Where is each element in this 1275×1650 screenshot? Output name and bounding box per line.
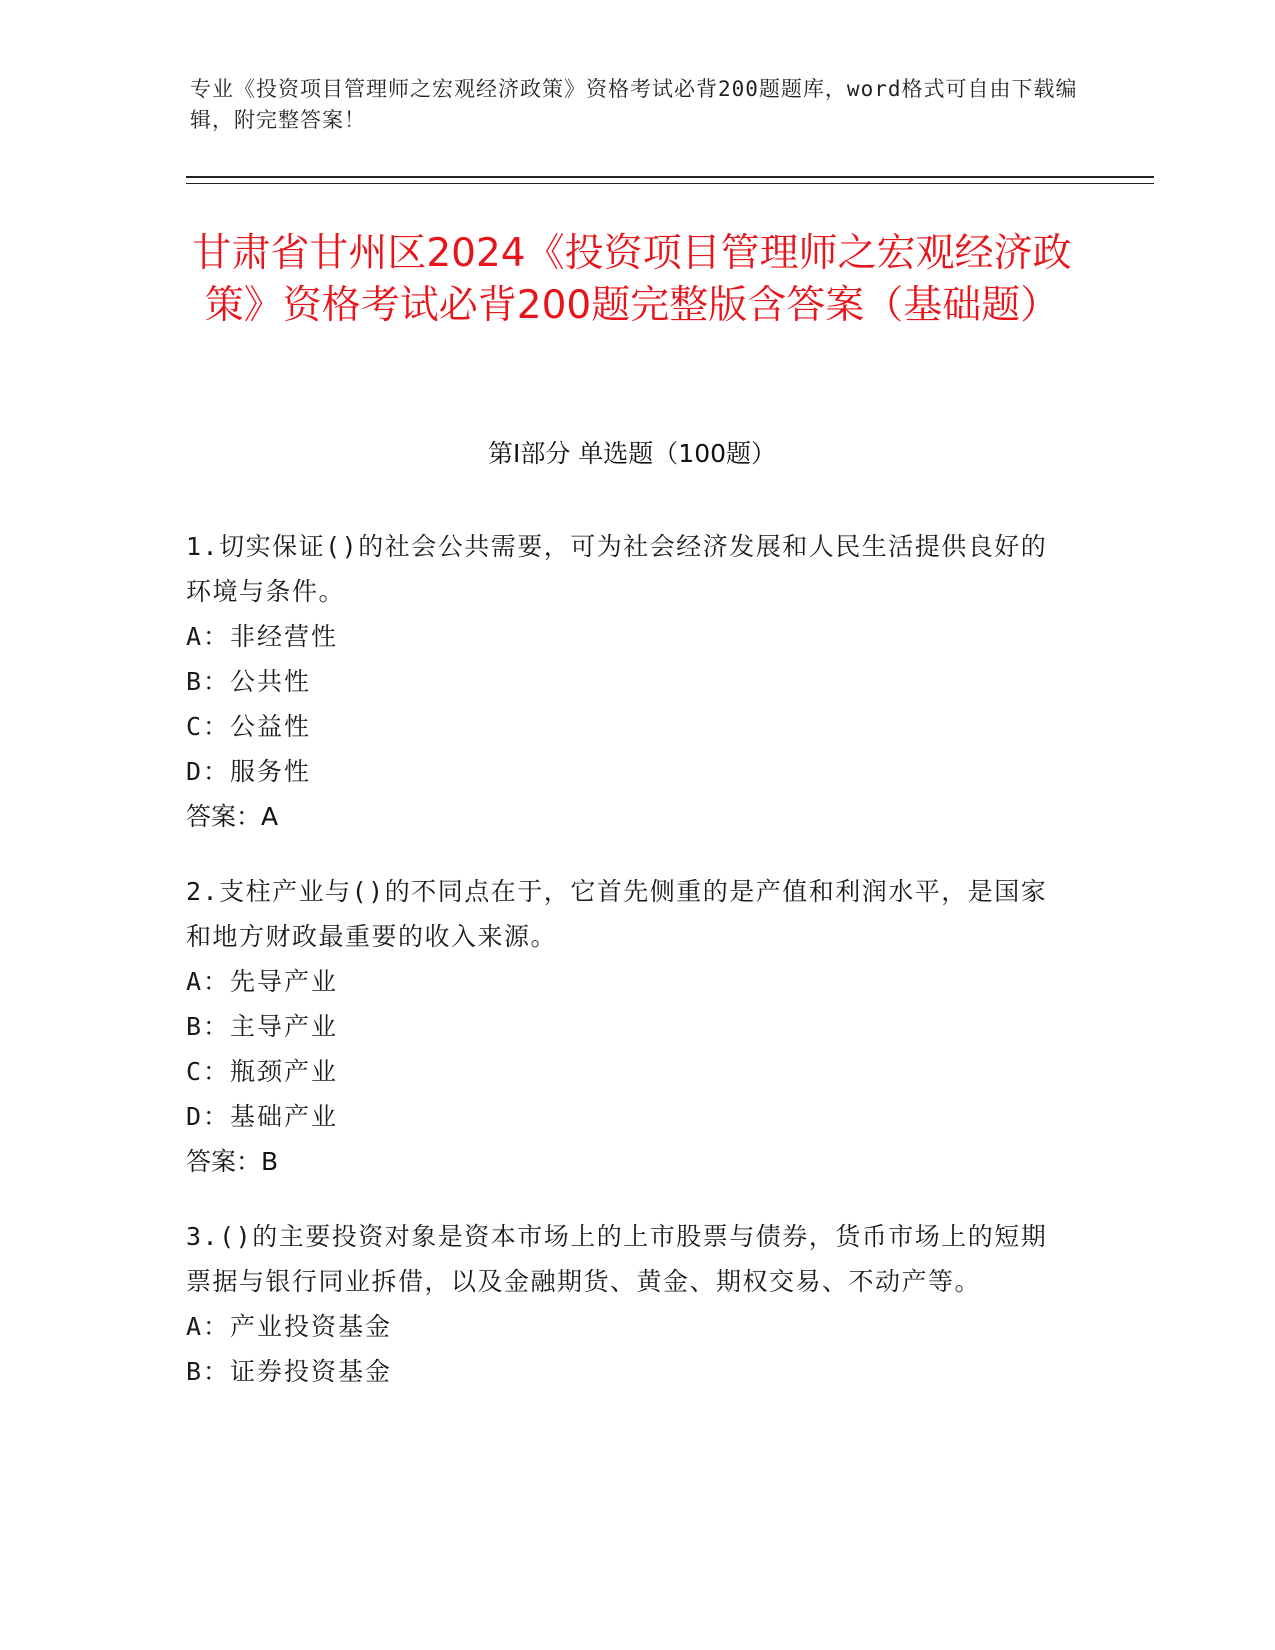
option-a: A：产业投资基金 <box>186 1312 393 1341</box>
answer-line: 答案：A <box>186 802 279 831</box>
answer-line: 答案：B <box>186 1147 279 1176</box>
option-c: C：公益性 <box>186 712 312 741</box>
option-a: A：先导产业 <box>186 967 339 996</box>
section-heading: 第Ⅰ部分 单选题（100题） <box>487 439 777 468</box>
option-d: D：服务性 <box>186 757 312 786</box>
option-d: D：基础产业 <box>186 1102 339 1131</box>
header-divider-thin <box>186 183 1154 184</box>
question-3 <box>186 1214 1066 1394</box>
option-b: B：主导产业 <box>186 1012 339 1041</box>
question-stem: 2.支柱产业与()的不同点在于，它首先侧重的是产值和利润水平，是国家和地方财政最重要的收入来源。 <box>186 877 1048 951</box>
option-b: B：公共性 <box>186 667 312 696</box>
question-1 <box>186 524 1066 839</box>
option-c: C：瓶颈产业 <box>186 1057 339 1086</box>
question-stem: 1.切实保证()的社会公共需要，可为社会经济发展和人民生活提供良好的环境与条件。 <box>186 532 1048 606</box>
option-b: B：证券投资基金 <box>186 1357 393 1386</box>
document-title: 甘肃省甘州区2024《投资项目管理师之宏观经济政策》资格考试必背200题完整版含答案（基础题） <box>192 231 1072 328</box>
question-2 <box>186 869 1066 1184</box>
header-note: 专业《投资项目管理师之宏观经济政策》资格考试必背200题题库，word格式可自由下载编辑，附完整答案！ <box>190 77 1078 132</box>
question-stem: 3.()的主要投资对象是资本市场上的上市股票与债券，货币市场上的短期票据与银行同业拆借，以及金融期货、黄金、期权交易、不动产等。 <box>186 1222 1048 1296</box>
header-divider-thick <box>186 176 1154 178</box>
option-a: A：非经营性 <box>186 622 339 651</box>
